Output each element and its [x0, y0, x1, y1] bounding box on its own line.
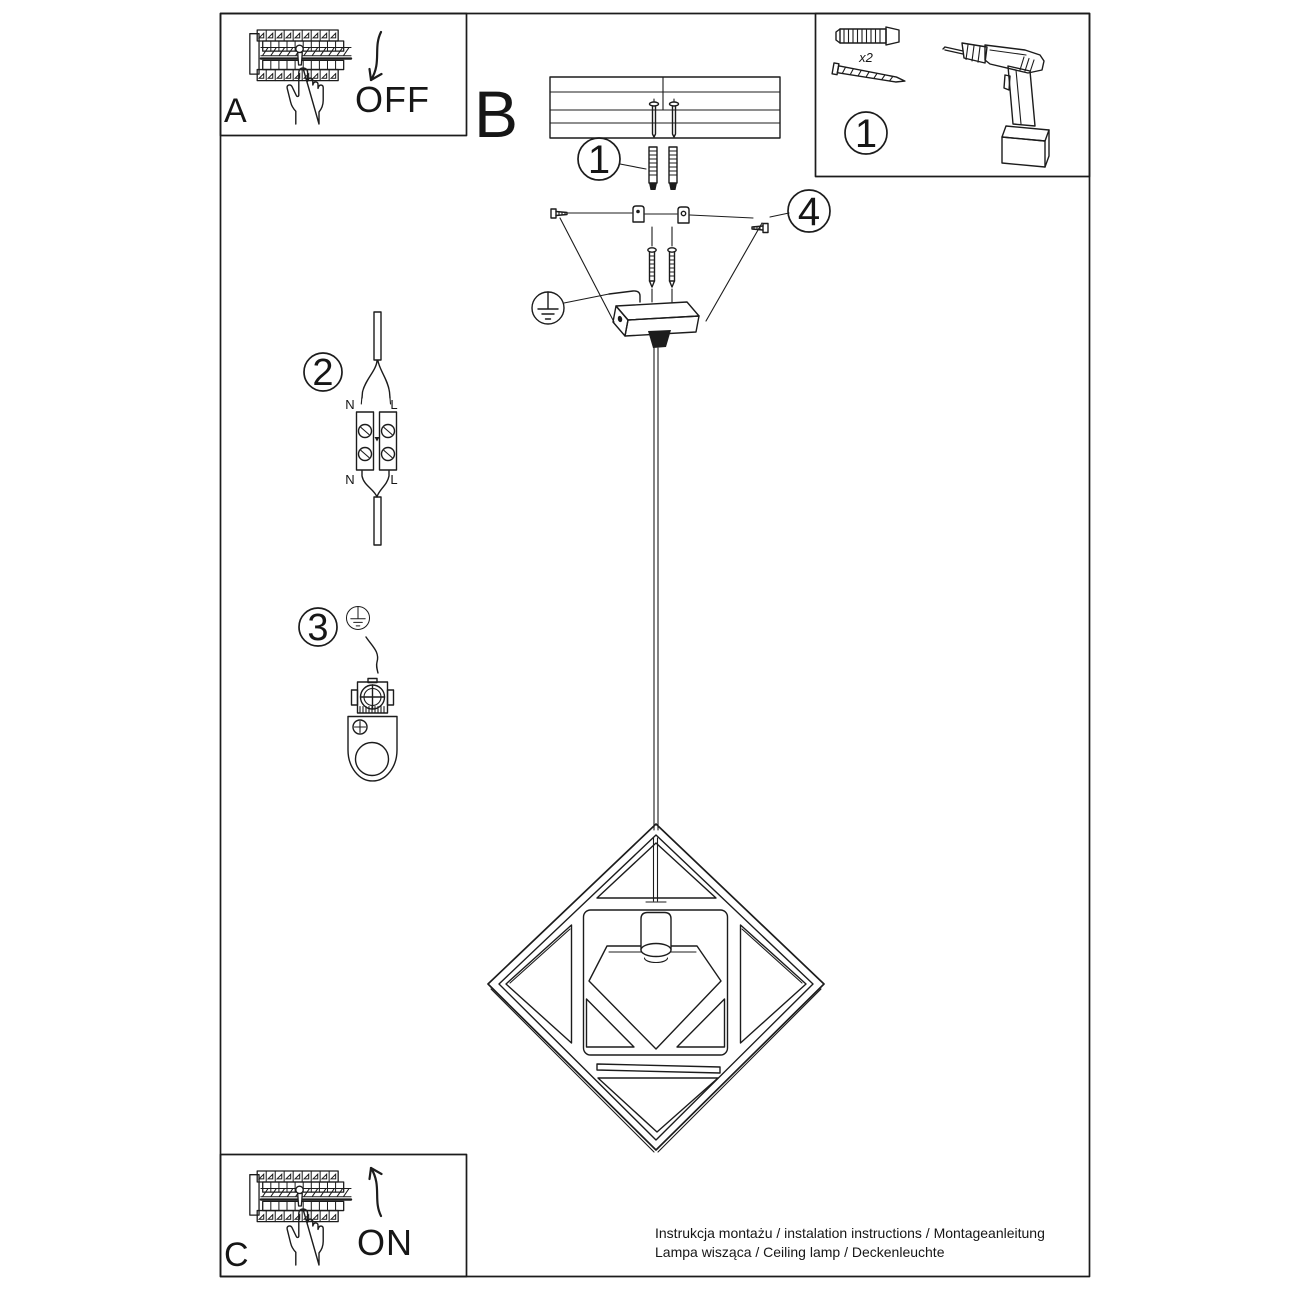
wires-split [362, 361, 390, 398]
callout-3: 3 [307, 607, 329, 649]
drill-icon [943, 43, 1049, 167]
hanger-rod [646, 838, 666, 902]
cutout-side-right [741, 925, 807, 1043]
ground-terminal-icon [352, 679, 394, 714]
shade-outer-frame [488, 824, 824, 1150]
step-a-power-off [224, 30, 430, 130]
lamp-shade [488, 824, 824, 1152]
cutout-bottom-triangle [598, 1078, 718, 1132]
mounting-clips [551, 206, 768, 233]
ground-wire [609, 291, 640, 302]
depth-line [742, 929, 802, 983]
arrow-up-icon [370, 1168, 382, 1216]
leader-line [770, 213, 789, 217]
panel-a-label: A [224, 92, 247, 130]
cutout-corner-right [677, 999, 725, 1047]
terminal-l-label: L [390, 397, 398, 412]
footer-line1: Instrukcja montażu / instalation instructions / Montageanleitung [655, 1225, 1045, 1241]
quantity-label: x2 [859, 50, 873, 65]
terminal-n-label: N [345, 472, 355, 487]
callout-2: 2 [312, 352, 334, 394]
cable-top [374, 312, 381, 360]
wall-plug-icon [836, 27, 899, 45]
step-b-assembly [474, 77, 830, 830]
power-on-label: ON [357, 1222, 413, 1263]
wall-plug-icon [649, 147, 657, 190]
leader-line [620, 164, 646, 169]
alignment-lines [560, 218, 762, 322]
main-border [221, 14, 1090, 1277]
callout-4: 4 [797, 190, 821, 234]
callout-1: 1 [587, 138, 611, 182]
ceiling-icon [550, 77, 780, 138]
cable-bottom [374, 497, 381, 545]
page-frame [221, 14, 1090, 1277]
ceiling-screw-icon [650, 99, 659, 137]
cutout-gem [589, 946, 721, 1049]
breaker-panel-icon [250, 1171, 351, 1222]
tools-number: 1 [854, 112, 878, 156]
mounting-screw-icon [648, 248, 656, 287]
wall-plug-icon [669, 147, 677, 190]
power-off-label: OFF [355, 79, 430, 120]
terminal-n-label: N [345, 397, 355, 412]
ground-symbol-icon [346, 606, 369, 629]
footer [655, 1225, 1045, 1260]
screw-icon [832, 63, 906, 87]
breaker-panel-icon [250, 30, 351, 81]
canopy-icon [613, 302, 699, 348]
step-3-grounding [299, 606, 397, 780]
frame-depth-lines [491, 989, 821, 1152]
wire-tips [361, 398, 390, 404]
terminal-block-icon [357, 412, 397, 470]
tools-required [832, 27, 1049, 167]
cutout-side-left [506, 925, 572, 1043]
cutout-top-triangle [597, 843, 716, 898]
shade-inner-frame [499, 835, 813, 1140]
cutout-corner-left [587, 999, 635, 1047]
footer-line2: Lampa wisząca / Ceiling lamp / Deckenleuchte [655, 1244, 945, 1260]
bulb-socket-icon [641, 913, 671, 963]
step-c-power-on [224, 1168, 413, 1274]
wires-merge [362, 471, 389, 497]
panel-c-label: C [224, 1236, 249, 1274]
ground-symbol-icon [532, 292, 564, 324]
arrow-down-icon [370, 32, 382, 80]
mounting-screw-icon [668, 248, 676, 287]
ground-wire [366, 637, 378, 673]
depth-line [510, 929, 570, 983]
bottom-slat [597, 1064, 720, 1073]
panel-b-label: B [474, 77, 519, 151]
suspension-cable [654, 348, 658, 830]
terminal-l-label: L [390, 472, 398, 487]
cable-clamp-icon [348, 717, 397, 781]
step-2-wiring [304, 312, 398, 545]
ceiling-screw-icon [670, 99, 679, 137]
cable-grip-icon [648, 330, 671, 348]
